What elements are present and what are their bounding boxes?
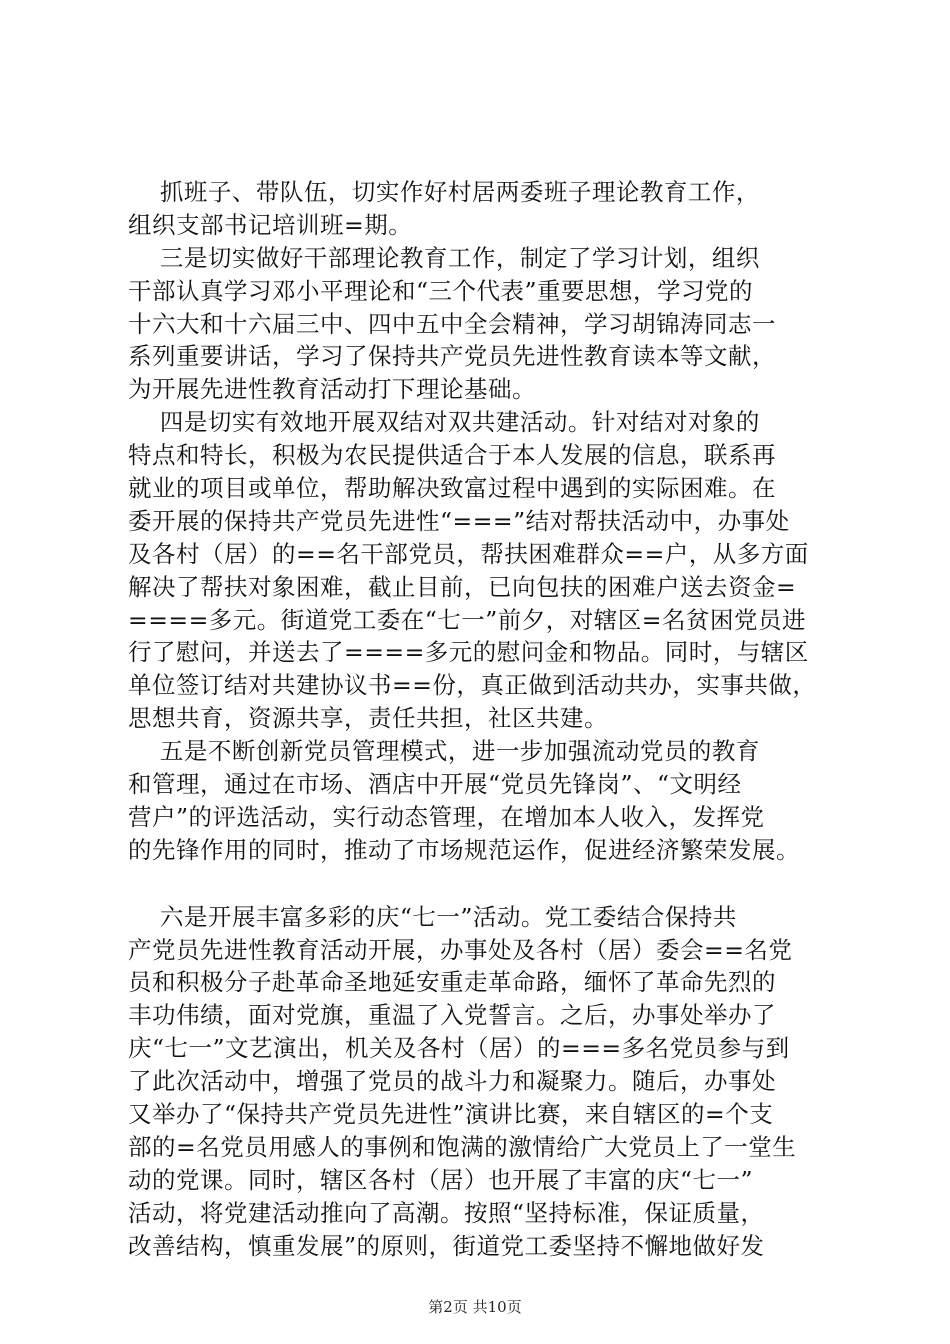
text-line: 抓班子、带队伍，切实作好村居两委班子理论教育工作， bbox=[128, 178, 760, 206]
text-line: ====多元。街道党工委在“七一”前夕，对辖区=名贫困党员进 bbox=[128, 605, 806, 634]
text-line: 活动，将党建活动推向了高潮。按照“坚持标准，保证质量， bbox=[128, 1198, 765, 1227]
text-line: 丰功伟绩，面对党旗，重温了入党誓言。之后，办事处举办了 bbox=[128, 1001, 776, 1030]
text-line: 营户”的评选活动，实行动态管理，在增加本人收入，发挥党 bbox=[128, 802, 765, 831]
text-line: 五是不断创新党员管理模式，进一步加强流动党员的教育 bbox=[128, 737, 760, 766]
text-line: 特点和特长，积极为农民提供适合于本人发展的信息，联系再 bbox=[128, 441, 776, 470]
text-line: 干部认真学习邓小平理论和“三个代表”重要思想，学习党的 bbox=[128, 276, 754, 305]
page-number-footer: 第2页 共10页 bbox=[428, 1298, 522, 1316]
text-line: 又举办了“保持共产党员先进性”演讲比赛，来自辖区的=个支 bbox=[128, 1100, 774, 1129]
text-line: 改善结构，慎重发展”的原则，街道党工委坚持不懈地做好发 bbox=[128, 1231, 765, 1260]
text-line: 组织支部书记培训班=期。 bbox=[128, 210, 413, 239]
text-line: 思想共育，资源共享，责任共担，社区共建。 bbox=[128, 704, 608, 733]
paragraph-gap bbox=[128, 867, 840, 901]
text-line: 行了慰问，并送去了====多元的慰问金和物品。同时，与辖区 bbox=[128, 638, 809, 667]
text-line: 员和积极分子赴革命圣地延安重走革命路，缅怀了革命先烈的 bbox=[128, 968, 776, 997]
text-line: 为开展先进性教育活动打下理论基础。 bbox=[128, 375, 536, 404]
text-line: 委开展的保持共产党员先进性“===”结对帮扶活动中，办事处 bbox=[128, 506, 790, 535]
text-line: 动的党课。同时，辖区各村（居）也开展了丰富的庆“七一” bbox=[128, 1165, 754, 1194]
text-line: 十六大和十六届三中、四中五中全会精神，学习胡锦涛同志一 bbox=[128, 309, 776, 338]
text-line: 产党员先进性教育活动开展，办事处及各村（居）委会==名党 bbox=[128, 935, 793, 964]
text-line: 的先锋作用的同时，推动了市场规范运作，促进经济繁荣发展。 bbox=[128, 835, 800, 864]
text-line: 系列重要讲话，学习了保持共产党员先进性教育读本等文献， bbox=[128, 342, 776, 371]
text-line: 了此次活动中，增强了党员的战斗力和凝聚力。随后，办事处 bbox=[128, 1067, 776, 1096]
text-line: 四是切实有效地开展双结对双共建活动。针对结对对象的 bbox=[128, 408, 760, 437]
body-text bbox=[128, 176, 840, 1263]
text-line: 和管理，通过在市场、酒店中开展“党员先锋岗”、“文明经 bbox=[128, 770, 742, 799]
text-line: 就业的项目或单位，帮助解决致富过程中遇到的实际困难。在 bbox=[128, 474, 776, 503]
text-line: 解决了帮扶对象困难，截止目前，已向包扶的困难户送去资金= bbox=[128, 572, 797, 601]
text-line: 部的=名党员用感人的事例和饱满的激情给广大党员上了一堂生 bbox=[128, 1132, 797, 1161]
text-line: 庆“七一”文艺演出，机关及各村（居）的===多名党员参与到 bbox=[128, 1034, 790, 1063]
text-line: 单位签订结对共建协议书==份，真正做到活动共办，实事共做， bbox=[128, 671, 817, 700]
text-line: 及各村（居）的==名干部党员，帮扶困难群众==户，从多方面 bbox=[128, 539, 809, 568]
text-line: 三是切实做好干部理论教育工作，制定了学习计划，组织 bbox=[128, 243, 760, 272]
text-line: 六是开展丰富多彩的庆“七一”活动。党工委结合保持共 bbox=[128, 902, 737, 931]
